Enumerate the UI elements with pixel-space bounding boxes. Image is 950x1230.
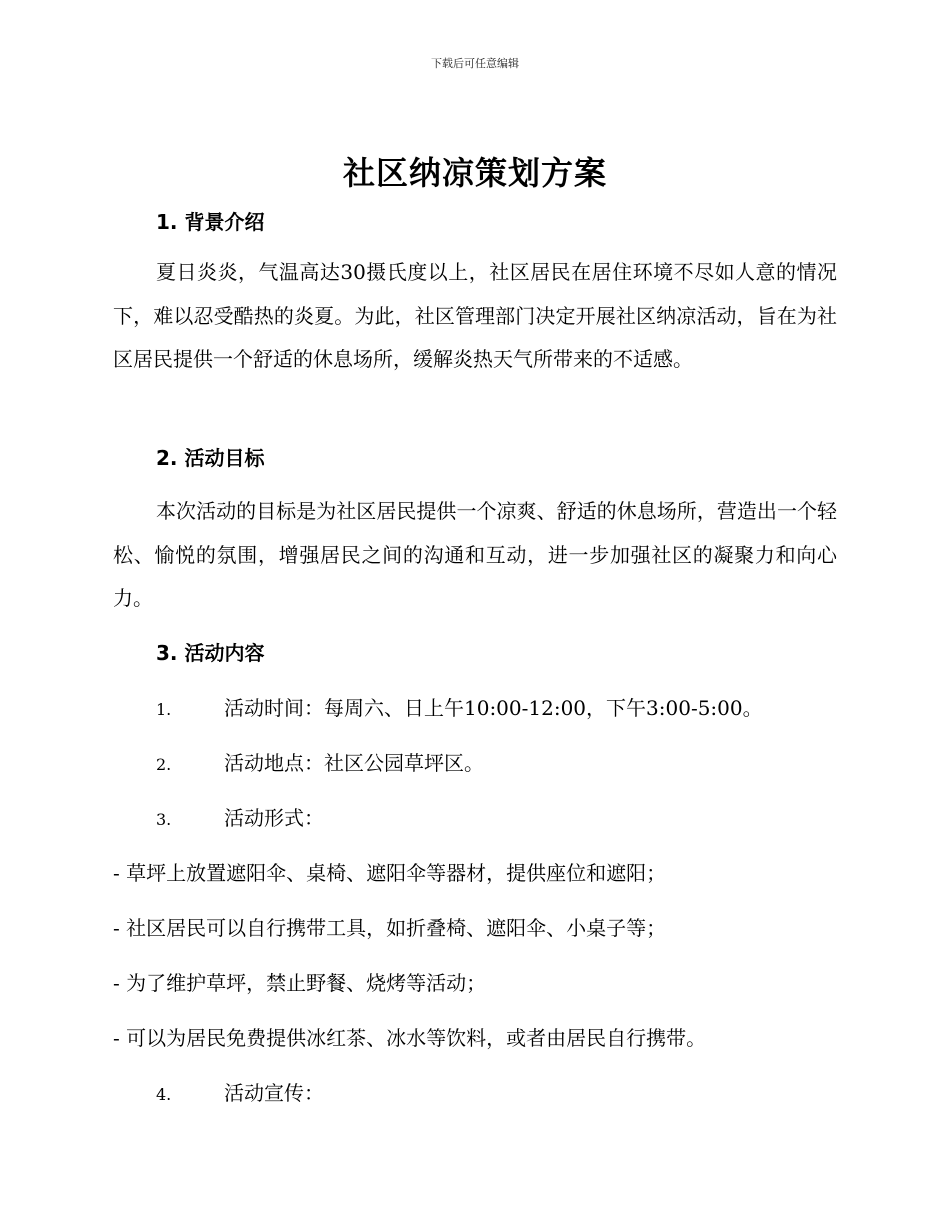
section-heading-content: 3. 活动内容 bbox=[156, 641, 265, 665]
list-item-text: 活动地点：社区公园草坪区。 bbox=[224, 751, 484, 775]
list-item-text: 活动形式： bbox=[224, 806, 324, 830]
bullet-item: - 草坪上放置遮阳伞、桌椅、遮阳伞等器材，提供座位和遮阳； bbox=[113, 861, 667, 885]
list-item-number: 2. bbox=[156, 755, 172, 774]
paragraph-background: 夏日炎炎，气温高达30摄氏度以上，社区居民在居住环境不尽如人意的情况下，难以忍受酷热的炎夏。为此，社区管理部门决定开展社区纳凉活动，旨在为社区居民提供一个舒适的休息场所，缓解炎热天气所带来的不适感。 bbox=[113, 260, 837, 371]
list-item-number: 4. bbox=[156, 1085, 172, 1104]
document-title: 社区纳凉策划方案 bbox=[342, 154, 607, 192]
section-heading-goals: 2. 活动目标 bbox=[156, 446, 265, 470]
bullet-item: - 社区居民可以自行携带工具，如折叠椅、遮阳伞、小桌子等； bbox=[113, 916, 667, 940]
list-item bbox=[156, 747, 484, 776]
list-item-number: 1. bbox=[156, 700, 172, 719]
list-item-text: 活动时间：每周六、日上午10:00-12:00，下午3:00-5:00。 bbox=[224, 696, 763, 720]
list-item-number: 3. bbox=[156, 810, 172, 829]
paragraph-goals: 本次活动的目标是为社区居民提供一个凉爽、舒适的休息场所，营造出一个轻松、愉悦的氛围，增强居民之间的沟通和互动，进一步加强社区的凝聚力和向心力。 bbox=[113, 499, 837, 610]
header-note: 下载后可任意编辑 bbox=[431, 57, 519, 70]
bullet-item: - 为了维护草坪，禁止野餐、烧烤等活动； bbox=[113, 971, 487, 995]
list-item-text: 活动宣传： bbox=[224, 1081, 324, 1105]
section-heading-background: 1. 背景介绍 bbox=[156, 210, 265, 234]
list-item bbox=[156, 1077, 324, 1106]
list-item bbox=[156, 692, 763, 721]
list-item bbox=[156, 802, 324, 831]
bullet-item: - 可以为居民免费提供冰红茶、冰水等饮料，或者由居民自行携带。 bbox=[113, 1026, 707, 1050]
